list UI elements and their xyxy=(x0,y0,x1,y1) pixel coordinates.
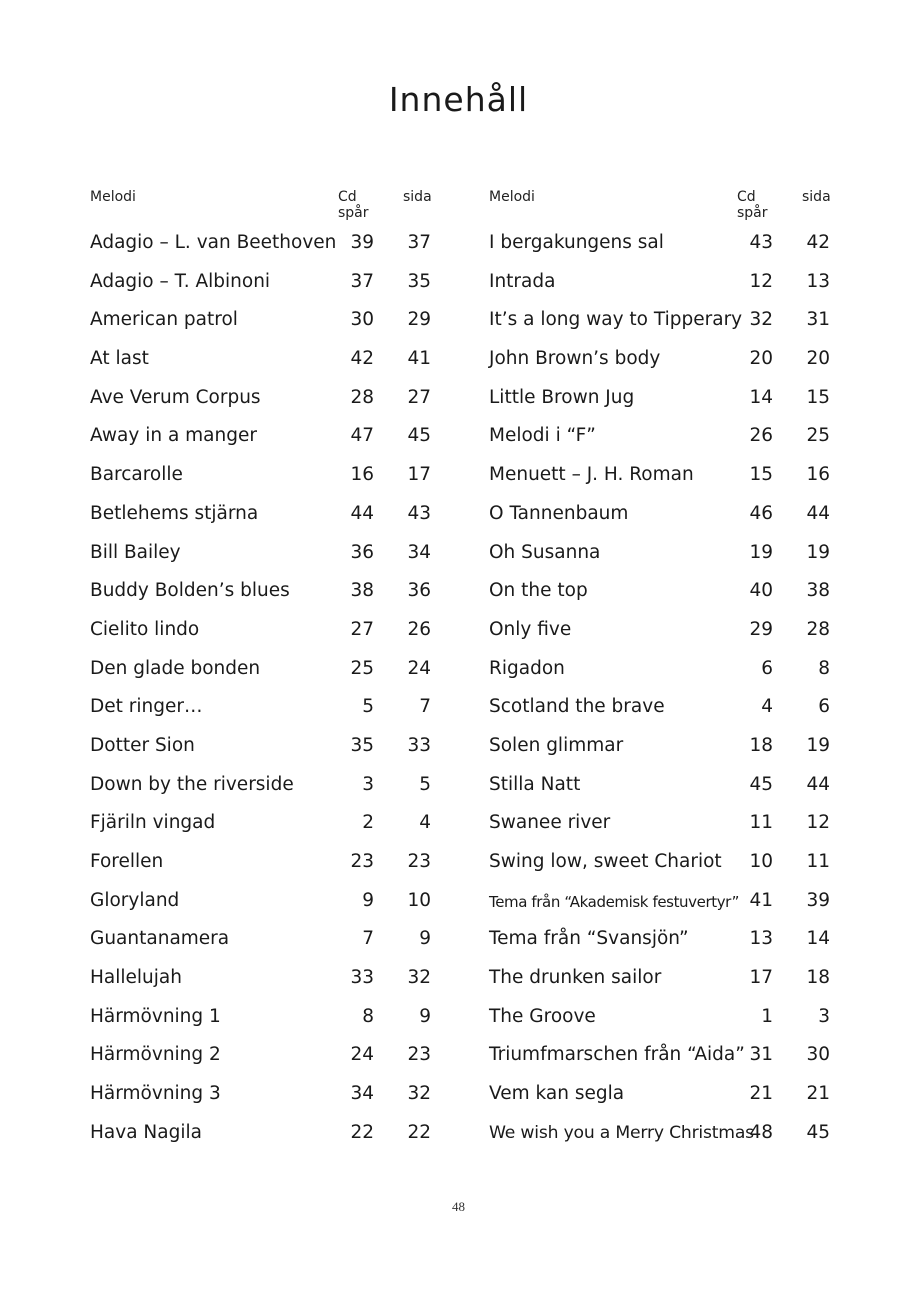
entry-page: 23 xyxy=(407,1044,431,1066)
entry-title: The Groove xyxy=(489,1005,596,1027)
entry-cd-track: 37 xyxy=(350,270,374,292)
toc-entry xyxy=(489,615,834,654)
entry-title: We wish you a Merry Christmas xyxy=(489,1122,754,1143)
entry-cd-track: 3 xyxy=(362,773,374,795)
entry-cd-track: 22 xyxy=(350,1121,374,1143)
entry-title: Gloryland xyxy=(90,889,180,911)
entry-cd-track: 25 xyxy=(350,657,374,679)
entry-title: Hava Nagila xyxy=(90,1121,202,1143)
entry-title: Bill Bailey xyxy=(90,541,181,563)
page-title: Innehåll xyxy=(388,80,529,119)
entry-cd-track: 8 xyxy=(362,1005,374,1027)
entry-cd-track: 32 xyxy=(749,309,773,331)
entry-page: 20 xyxy=(806,348,830,370)
entry-cd-track: 16 xyxy=(350,464,374,486)
entry-page: 18 xyxy=(806,967,830,989)
entry-page: 37 xyxy=(407,232,431,253)
entry-page: 43 xyxy=(407,502,431,524)
entry-cd-track: 45 xyxy=(749,773,773,795)
toc-entry xyxy=(489,460,834,499)
entry-page: 42 xyxy=(806,232,830,253)
entry-cd-track: 27 xyxy=(350,618,374,640)
entry-cd-track: 41 xyxy=(749,889,773,911)
toc-entry xyxy=(489,808,834,847)
entry-page: 41 xyxy=(407,348,431,370)
entry-page: 9 xyxy=(419,928,431,950)
entry-title: Ave Verum Corpus xyxy=(90,386,261,408)
entry-page: 19 xyxy=(806,541,830,563)
toc-entry xyxy=(489,963,834,1002)
entry-cd-track: 15 xyxy=(749,464,773,486)
entry-page: 45 xyxy=(806,1121,830,1143)
toc-entry xyxy=(489,383,834,422)
entry-cd-track: 43 xyxy=(749,232,773,253)
toc-entry xyxy=(90,228,435,267)
entry-title: I bergakungens sal xyxy=(489,232,664,253)
toc-entry xyxy=(489,847,834,886)
entry-cd-track: 24 xyxy=(350,1044,374,1066)
entry-cd-track: 31 xyxy=(749,1044,773,1066)
entry-title: Swanee river xyxy=(489,812,611,834)
toc-entry xyxy=(489,1118,834,1157)
toc-entry xyxy=(90,460,435,499)
entry-title: Melodi i “F” xyxy=(489,425,596,447)
entry-page: 32 xyxy=(407,1083,431,1105)
entry-title: The drunken sailor xyxy=(489,967,662,989)
entry-title: Little Brown Jug xyxy=(489,386,635,408)
entry-title: Tema från “Akademisk festuvertyr” xyxy=(489,892,739,911)
entry-page: 17 xyxy=(407,464,431,486)
entry-page: 32 xyxy=(407,967,431,989)
header-sida: sida xyxy=(403,189,432,205)
entry-page: 28 xyxy=(806,618,830,640)
entry-cd-track: 36 xyxy=(350,541,374,563)
entry-title: Only five xyxy=(489,618,572,640)
entry-cd-track: 48 xyxy=(749,1121,773,1143)
entry-title: Swing low, sweet Chariot xyxy=(489,851,722,872)
entry-page: 45 xyxy=(407,425,431,447)
entry-title: Triumfmarschen från “Aida” xyxy=(489,1044,745,1066)
entry-cd-track: 20 xyxy=(749,348,773,370)
entry-cd-track: 19 xyxy=(749,541,773,563)
entry-page: 29 xyxy=(407,309,431,331)
toc-entry xyxy=(489,654,834,693)
toc-entry xyxy=(90,576,435,615)
toc-entry xyxy=(489,770,834,809)
toc-entry xyxy=(90,615,435,654)
entry-page: 19 xyxy=(806,734,830,756)
entry-title: Guantanamera xyxy=(90,928,230,950)
entry-title: American patrol xyxy=(90,309,238,331)
toc-entry xyxy=(90,1002,435,1041)
toc-entry xyxy=(489,731,834,770)
toc-entry xyxy=(90,421,435,460)
entry-cd-track: 6 xyxy=(761,657,773,679)
entry-page: 25 xyxy=(806,425,830,447)
toc-entry xyxy=(90,770,435,809)
header-cd-spar: Cd spår xyxy=(737,189,768,221)
entry-page: 22 xyxy=(407,1121,431,1143)
entry-cd-track: 18 xyxy=(749,734,773,756)
toc-entry xyxy=(489,421,834,460)
entry-title: Dotter Sion xyxy=(90,734,195,756)
entry-title: Vem kan segla xyxy=(489,1083,625,1105)
toc-entry xyxy=(489,886,834,925)
entry-cd-track: 12 xyxy=(749,270,773,292)
entry-title: Scotland the brave xyxy=(489,696,665,718)
entry-page: 16 xyxy=(806,464,830,486)
toc-entry xyxy=(90,1079,435,1118)
entry-cd-track: 46 xyxy=(749,502,773,524)
entry-page: 30 xyxy=(806,1044,830,1066)
entry-cd-track: 47 xyxy=(350,425,374,447)
entry-page: 4 xyxy=(419,812,431,834)
entry-cd-track: 2 xyxy=(362,812,374,834)
entry-title: Härmövning 2 xyxy=(90,1044,221,1066)
entry-title: Barcarolle xyxy=(90,464,183,486)
entry-title: Rigadon xyxy=(489,657,565,679)
toc-entry xyxy=(489,1040,834,1079)
entry-page: 36 xyxy=(407,580,431,602)
entry-title: At last xyxy=(90,348,149,370)
entry-page: 26 xyxy=(407,618,431,640)
entry-page: 21 xyxy=(806,1083,830,1105)
entry-page: 35 xyxy=(407,270,431,292)
entry-page: 14 xyxy=(806,928,830,950)
entry-title: Betlehems stjärna xyxy=(90,502,259,524)
entry-title: Forellen xyxy=(90,851,164,872)
toc-entry xyxy=(90,1040,435,1079)
entry-cd-track: 39 xyxy=(350,232,374,253)
entry-title: Fjäriln vingad xyxy=(90,812,216,834)
entry-title: Stilla Natt xyxy=(489,773,581,795)
entry-cd-track: 5 xyxy=(362,696,374,718)
entry-page: 27 xyxy=(407,386,431,408)
entry-cd-track: 4 xyxy=(761,696,773,718)
toc-entry xyxy=(90,538,435,577)
toc-entry xyxy=(90,267,435,306)
toc-entry xyxy=(90,963,435,1002)
entry-title: Adagio – L. van Beethoven xyxy=(90,232,337,253)
entry-cd-track: 34 xyxy=(350,1083,374,1105)
entry-title: It’s a long way to Tipperary xyxy=(489,309,743,331)
toc-entry xyxy=(489,1002,834,1041)
entry-page: 12 xyxy=(806,812,830,834)
entry-cd-track: 26 xyxy=(749,425,773,447)
entry-title: Buddy Bolden’s blues xyxy=(90,580,290,602)
entry-cd-track: 33 xyxy=(350,967,374,989)
entry-page: 9 xyxy=(419,1005,431,1027)
entry-page: 3 xyxy=(818,1005,830,1027)
header-melodi: Melodi xyxy=(90,189,136,205)
entry-page: 10 xyxy=(407,889,431,911)
entry-cd-track: 23 xyxy=(350,851,374,872)
entry-title: Down by the riverside xyxy=(90,773,294,795)
entry-title: Härmövning 3 xyxy=(90,1083,221,1105)
entry-title: Hallelujah xyxy=(90,967,182,989)
entry-page: 11 xyxy=(806,851,830,872)
entry-title: On the top xyxy=(489,580,588,602)
entry-cd-track: 35 xyxy=(350,734,374,756)
entry-cd-track: 7 xyxy=(362,928,374,950)
header-cd-spar: Cd spår xyxy=(338,189,369,221)
entry-page: 33 xyxy=(407,734,431,756)
entry-title: O Tannenbaum xyxy=(489,502,629,524)
toc-entry xyxy=(489,538,834,577)
entry-cd-track: 17 xyxy=(749,967,773,989)
toc-entry xyxy=(489,267,834,306)
toc-entry xyxy=(90,847,435,886)
entry-title: Solen glimmar xyxy=(489,734,624,756)
entry-page: 7 xyxy=(419,696,431,718)
toc-entry xyxy=(90,886,435,925)
toc-entry xyxy=(90,924,435,963)
entry-page: 38 xyxy=(806,580,830,602)
entry-page: 8 xyxy=(818,657,830,679)
entry-page: 44 xyxy=(806,502,830,524)
entry-page: 39 xyxy=(806,889,830,911)
toc-entry xyxy=(90,808,435,847)
entry-cd-track: 21 xyxy=(749,1083,773,1105)
entry-title: Adagio – T. Albinoni xyxy=(90,270,271,292)
entry-title: Härmövning 1 xyxy=(90,1005,221,1027)
toc-entry xyxy=(489,499,834,538)
entry-title: Det ringer… xyxy=(90,696,203,718)
entry-title: Menuett – J. H. Roman xyxy=(489,464,694,486)
toc-entry xyxy=(90,344,435,383)
entry-cd-track: 42 xyxy=(350,348,374,370)
entry-page: 23 xyxy=(407,851,431,872)
toc-entry xyxy=(90,654,435,693)
toc-entry xyxy=(489,228,834,267)
entry-cd-track: 44 xyxy=(350,502,374,524)
entry-cd-track: 13 xyxy=(749,928,773,950)
entry-title: Away in a manger xyxy=(90,425,257,447)
entry-page: 24 xyxy=(407,657,431,679)
entry-title: Den glade bonden xyxy=(90,657,261,679)
toc-entry xyxy=(90,383,435,422)
toc-entry xyxy=(90,692,435,731)
toc-entry xyxy=(489,576,834,615)
entry-page: 31 xyxy=(806,309,830,331)
entry-page: 5 xyxy=(419,773,431,795)
header-sida: sida xyxy=(802,189,831,205)
header-melodi: Melodi xyxy=(489,189,535,205)
entry-page: 44 xyxy=(806,773,830,795)
toc-entry xyxy=(90,1118,435,1157)
toc-entry xyxy=(489,692,834,731)
entry-cd-track: 28 xyxy=(350,386,374,408)
entry-title: Cielito lindo xyxy=(90,618,200,640)
entry-title: Intrada xyxy=(489,270,556,292)
entry-cd-track: 40 xyxy=(749,580,773,602)
entry-cd-track: 11 xyxy=(749,812,773,834)
toc-list-left xyxy=(90,228,435,1157)
entry-cd-track: 9 xyxy=(362,889,374,911)
toc-entry xyxy=(489,924,834,963)
entry-title: John Brown’s body xyxy=(489,348,661,370)
entry-page: 13 xyxy=(806,270,830,292)
entry-cd-track: 14 xyxy=(749,386,773,408)
entry-cd-track: 30 xyxy=(350,309,374,331)
entry-page: 34 xyxy=(407,541,431,563)
toc-entry xyxy=(90,499,435,538)
toc-entry xyxy=(90,731,435,770)
entry-cd-track: 1 xyxy=(761,1005,773,1027)
toc-entry xyxy=(489,1079,834,1118)
toc-entry xyxy=(90,305,435,344)
toc-list-right xyxy=(489,228,834,1157)
toc-entry xyxy=(489,305,834,344)
entry-cd-track: 10 xyxy=(749,851,773,872)
entry-page: 15 xyxy=(806,386,830,408)
entry-title: Tema från “Svansjön” xyxy=(489,928,689,950)
toc-entry xyxy=(489,344,834,383)
entry-cd-track: 29 xyxy=(749,618,773,640)
entry-title: Oh Susanna xyxy=(489,541,601,563)
entry-page: 6 xyxy=(818,696,830,718)
page-number: 48 xyxy=(452,1199,465,1214)
entry-cd-track: 38 xyxy=(350,580,374,602)
